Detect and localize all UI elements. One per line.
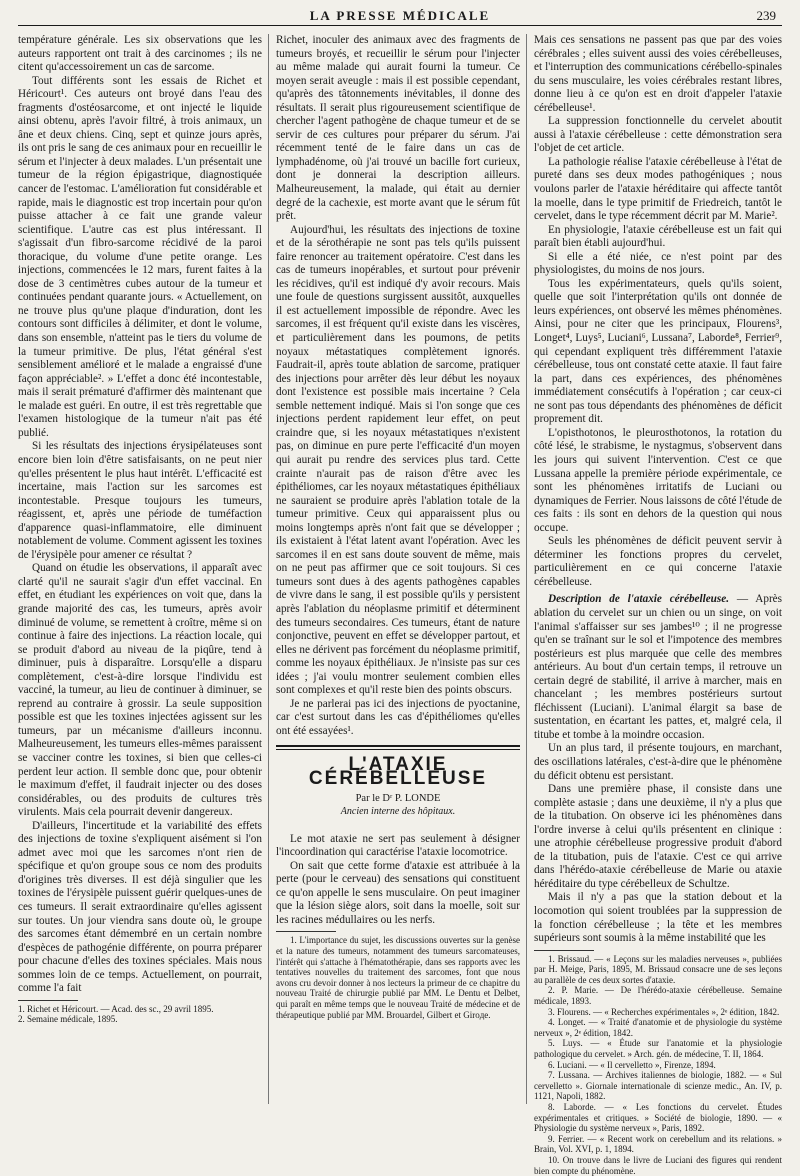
paragraph: Quand on étudie les observations, il apparaît avec clarté qu'il ne saurait s'agir d'un effet vaccinal. En effet, en étudiant les expériences on voit que, dans la grande majorité des cas, les tumeurs, après avoir diminué de volume, se remettent à croître, même si on continue à faire des injections. La réaction locale, qui se produit d'abord au niveau de la piqûre, tend à diminuer, puis à disparaître. Lorsqu'elle a disparu complètement, c'est-à-dire lorsque l'individu est vacciné, la tumeur, au lieu de continuer à diminuer, se reprend au contraire à grossir. La seule supposition possible est que les toxines injectées agissent sur les tumeurs, par un mécanisme d'ailleurs inconnu. Malheureusement, les tumeurs elles-mêmes paraissent se vacciner contre les toxines, si bien que celles-ci perdent leur action. Il semble donc que, pour obtenir le maximum d'effet, il faudrait injecter ou des doses considérables, ou des produits de cultures très virulents. Mais cela pourrait devenir dangereux. xyxy=(18,562,262,819)
article-separator-rule xyxy=(276,749,520,750)
footnote: 2. P. Marie. — De l'hérédo-ataxie cérébelleuse. Semaine médicale, 1893. xyxy=(534,985,782,1007)
paragraph: La pathologie réalise l'ataxie cérébelleuse à l'état de pureté dans ses deux modes pathogéniques ; nous voulons parler de l'ataxie héréditaire qui affecte tantôt la moelle, dans le type primitif de Friedreich, tantôt le cervelet, dans le type récemment décrit par M. Marie². xyxy=(534,155,782,223)
paragraph: Tous les expérimentateurs, quels qu'ils soient, quelle que soit l'interprétation qu'ils ont donnée de leurs expériences, ont observé les mêmes phénomènes. Ainsi, pour ne citer que les principaux, Flourens³, Longet⁴, Luys⁵, Luciani⁶, Lussana⁷, Laborde⁸, Ferrier⁹, qui cependant expliquent très différemment l'ataxie cérébelleuse, tous ont constaté cette ataxie. Il faut faire la part, dans ces expériences, des phénomènes immédiatement consécutifs à l'opération ; car ceux-ci ne sont pas tous dépendants des phénomènes de déficit proprement dit. xyxy=(534,277,782,426)
running-title: LA PRESSE MÉDICALE xyxy=(309,8,491,23)
paragraph: On sait que cette forme d'ataxie est attribuée à la perte (pour le cerveau) des sensations qui constituent ce qu'on appelle le sens musculaire. On peut imaginer que la lésion siège alors, soit dans la moelle, soit sur les racines médullaires ou les nerfs. xyxy=(276,859,520,926)
footnote-rule xyxy=(276,931,336,932)
paragraph: Un an plus tard, il présente toujours, en marchant, des oscillations latérales, c'est-à-dire que le phénomène du déficit obtenu est persistant. xyxy=(534,742,782,782)
paragraph-text: — Après ablation du cervelet sur un chien ou un singe, on voit l'animal s'affaisser sur ses jambes¹⁰ ; il ne progresse qu'en se traînant sur le sol et l'impotence des membres postérieurs est plus marquée que celle des membres antérieurs. Au bout d'un certain temps, il retrouve un certain degré de stabilité, il arrive à marcher, mais en chancelant ; les membres postérieurs surtout fléchissent (Luciani). L'animal élargit sa base de sustentation, en écartant les pattes, et, malgré cela, il titube et tombe à la moindre occasion. xyxy=(534,593,782,741)
footnote: 7. Lussana. — Archives italiennes de biologie, 1882. — « Sul cervelletto ». Giornale internationale di scienze medic., An. IV, p. 1121, Napoli, 1882. xyxy=(534,1070,782,1102)
paragraph: température générale. Les six observations que les auteurs rapportent ont trait à des carcinomes ; ils ne citent qu'accessoirement un cas de sarcome. xyxy=(18,34,262,74)
article-title: L'ATAXIE CÉRÉBELLEUSE xyxy=(308,754,488,789)
section-heading: Description de l'ataxie cérébelleuse. xyxy=(548,593,730,606)
paragraph: Si les résultats des injections érysipélateuses sont encore bien loin d'être satisfaisants, on ne peut nier qu'elles présentent le plus haut intérêt. L'efficacité est incertaine, mais l'action sur les sarcomes est incontestable. Presque toujours les tumeurs, réagissent, et, après une période de tuméfaction d'apparence quasi-inflammatoire, elle diminuent notablement de volume. Comment agissent les toxines de l'érysipèle pour amener ce résultat ? xyxy=(18,440,262,561)
footnote: 6. Luciani. — « Il cervelletto », Firenze, 1894. xyxy=(548,1059,716,1070)
page-number: 239 xyxy=(756,8,776,23)
footnote: 9. Ferrier. — « Recent work on cerebellum and its relations. » Brain, Vol. XVI, p. 1, 1894. xyxy=(534,1133,782,1155)
paragraph: Le mot ataxie ne sert pas seulement à désigner l'incoordination qui caractérise l'ataxie locomotrice. xyxy=(276,832,520,859)
paragraph: Dans une première phase, il consiste dans une complète astasie ; dans une deuxième, il n'y a plus que de la titubation. On observe ici les phénomènes dans l'ordre inverse à celui qu'ils présentent en clinique : une atrophie cérébelleuse progressive produit d'abord de la titubation, puis de l'ataxie. C'est ce qui arrive dans l'hérédo-ataxie cérébelleuse de Marie ou ataxie héréditaire du type cérébelleux de Schultze. xyxy=(534,783,782,890)
column-3 xyxy=(534,34,782,1176)
section-paragraph xyxy=(534,593,782,742)
footnote: 1. Richet et Héricourt. — Acad. des sc., 29 avril 1895. xyxy=(18,1003,214,1014)
paragraph: D'ailleurs, l'incertitude et la variabilité des effets des injections de toxine s'expliquent aisément si l'on admet avec moi que les sarcomes n'ont rien de spécifique et qu'on groupe sous ce nom des produits d'origines très diverses. Il est déjà singulier que les toxines de l'érysipèle puissent guérir quelques-unes de ces tumeurs. Il serait extraordinaire qu'elles agissent sur toutes. Un jour viendra sans doute où, le groupe des sarcomes étant démembré en un certain nombre d'espèces de pathogénie différente, on pourra préparer pour chacune d'elles des toxines spéciales. Mais nous sommes loin de ce temps. Actuellement, on pourrait, comme l'a fait xyxy=(18,819,262,995)
column-divider xyxy=(526,34,527,1104)
paragraph: Aujourd'hui, les résultats des injections de toxine et de la sérothérapie ne sont pas tels qu'ils puissent faire renoncer au traitement opératoire. C'est dans les cas de tumeurs inopérables, et surtout pour prévenir les récidives, qu'il est indiqué d'y avoir recours. Mais une foule de questions surgissent aussitôt, auxquelles il est actuellement impossible de répondre. Avec les sarcomes, il est fréquent qu'il existe dans les viscères, et particulièrement dans les poumons, de petits noyaux métastatiques complètement ignorés. Faudrait-il, après toute ablation de sarcome, pratiquer des injections pour arrêter dès leur début les noyaux dont l'existence est possible mais incertaine ? Cela semble nettement indiqué. Mais si l'on songe que ces injections perdent rapidement leur effet, on peut craindre que, si les noyaux métastatiques n'existent pas, on diminue en pure perte l'efficacité d'un moyen qui aurait pu rendre des services plus tard. Cette crainte n'aurait pas de raison d'être avec les épithéliomes, car les noyaux métastatiques épithéliaux ne sauraient se produire après l'ablation totale de la tumeur primitive. Ceux qui apparaissent plus ou moins longtemps après n'ont fait que se développer ; ils existaient à l'état latent avant l'opération. Avec les sarcomes il en est sans doute souvent de même, mais on ne peut pas affirmer que ce soit toujours. Si ces tumeurs sont dues à des agents pathogènes capables de vivre dans le sang, il est possible qu'ils y persistent après l'ablation du néoplasme primitif et déterminent des tumeurs secondaires. Ces tumeurs, étant de nature conjonctive, peuvent en effet se développer partout, et elles ne dérivent pas forcément du néoplasme primitif, comme les noyaux épithéliaux. Je n'insiste pas sur ces idées ; j'ai voulu montrer seulement combien elles sont complexes et qu'il reste bien des points obscurs. xyxy=(276,223,520,697)
column-divider xyxy=(268,34,269,1104)
footnote: 2. Semaine médicale, 1895. xyxy=(18,1014,118,1025)
footnote: 3. Flourens. — « Recherches expérimentales », 2ᵉ édition, 1842. xyxy=(548,1006,780,1017)
paragraph: La suppression fonctionnelle du cervelet aboutit aussi à l'ataxie cérébelleuse : cette démonstration sera l'objet de cet article. xyxy=(534,115,782,155)
paragraph: Tout différents sont les essais de Richet et Héricourt¹. Ces auteurs ont broyé dans l'eau des fragments d'ostéosarcome, et ont injecté le liquide ainsi obtenu, après l'avoir filtré, à trois animaux, un âne et deux chiens. Cinq, sept et quinze jours après, ils ont pris le sang de ces animaux pour en recueillir le sérum et l'injecter à deux malades. L'un présentait une tumeur de la région épigastrique, diagnostiquée cancer de l'estomac. L'amélioration fut considérable et rapide, mais le diagnostic est trop incertain pour qu'on puisse attacher à ce fait une grande valeur scientifique. L'autre cas est plus intéressant. Il s'agissait d'un fibro-sarcome récidivé de la paroi thoracique, du volume d'une petite orange. Les injections, commencées le 12 mars, furent faites à la dose de 3 centimètres cubes autour de la tumeur et continuées pendant quarante jours. « Actuellement, on ne trouve plus qu'une plaque d'induration, dont les contours sont difficiles à délimiter, et dont le volume, dans son ensemble, n'atteint pas le tiers du volume de la tumeur primitive. De plus, l'état général s'est sensiblement amélioré et le malade a engraissé d'une façon appréciable². » L'effet a donc été incontestable, mais il serait prématuré d'affirmer dès maintenant que le malade est guéri. En outre, il est très regrettable que l'examen histologique de la tumeur n'ait pas été publié. xyxy=(18,74,262,439)
footnote-rule xyxy=(534,950,594,951)
paragraph: Si elle a été niée, ce n'est point par des physiologistes, du moins de nos jours. xyxy=(534,250,782,277)
footnote: 8. Laborde. — « Les fonctions du cervelet. Études expérimentales et critiques. » Société de biologie, 1890. — « Physiologie du système nerveux », Paris, 1892. xyxy=(534,1101,782,1134)
footnote: 10. On trouve dans le livre de Luciani des figures qui rendent bien compte du phénomène. xyxy=(534,1154,782,1176)
article-byline: Par le Dʳ P. LONDE xyxy=(355,792,441,804)
article-separator-rule xyxy=(276,745,520,747)
paragraph: En physiologie, l'ataxie cérébelleuse est un fait qui paraît bien établi aujourd'hui. xyxy=(534,223,782,250)
footnote: 1. Brissaud. — « Leçons sur les maladies nerveuses », publiées par H. Meige, Paris, 1895, M. Brissaud consacre une de ses leçons au parallèle de ces deux sortes d'ataxie. xyxy=(534,953,782,985)
footnote: 5. Luys. — « Étude sur l'anatomie et la physiologie pathologique du cervelet. » Arch. gén. de médecine, T. II, 1864. xyxy=(534,1038,782,1059)
author-affiliation: Ancien interne des hôpitaux. xyxy=(340,806,456,818)
paragraph: Mais ces sensations ne passent pas que par des voies cérébrales ; elles suivent aussi des voies cérébelleuses, et l'interruption des communications cérébello-spinales du sens musculaire, les voies cérébrales restant libres, donne lieu à ce qu'on est en droit d'appeler l'ataxie cérébelleuse¹. xyxy=(534,34,782,114)
paragraph: Seuls les phénomènes de déficit peuvent servir à déterminer les fonctions propres du cervelet, particulièrement en ce qui concerne l'ataxie cérébelleuse. xyxy=(534,535,782,588)
paragraph: Richet, inoculer des animaux avec des fragments de tumeurs broyés, et recueillir le sérum pour l'injecter au même malade qui aurait fourni la tumeur. Ce moyen serait aveugle : mais il est possible cependant, qu'après des tâtonnements inévitables, il donne des résultats. Il serait plus rigoureusement scientifique de chercher l'agent pathogène de chaque tumeur et de se servir de ces cultures pour préparer du sérum. J'ai récemment tenté de le faire dans un cas de lymphadénome, où j'ai trouvé un bacille fort curieux, dont je donnerai la description ailleurs. Malheureusement, la malade, qui était au dernier degré de la cachexie, est morte avant que le sérum fût prêt. xyxy=(276,34,520,223)
column-2 xyxy=(276,34,520,1110)
footnote: 4. Longet. — « Traité d'anatomie et de physiologie du système nerveux », 2ᵉ édition, 1842. xyxy=(534,1017,782,1038)
footnote: 1. L'importance du sujet, les discussions ouvertes sur la genèse et la nature des tumeurs, notamment des tumeurs sarcomateuses, l'intérêt qui s'attache à l'hématothérapie, dans ses rapports avec les tentatives nouvelles du traitement des sarcomes, font que nous avons cru devoir donner à nos lecteurs la primeur de ce chapitre du nouveau Traité de chirurgie publié par MM. Le Dentu et Delbet, qui paraît en même temps que le nouveau Traité de médecine et de thérapeutique publié par MM. Brouardel, Gilbert et Giroде. xyxy=(276,935,520,1020)
column-1 xyxy=(18,34,262,1110)
paragraph: Je ne parlerai pas ici des injections de pyoctanine, car c'est surtout dans les cas d'épithéliomes qu'elles ont été essayées¹. xyxy=(276,697,520,737)
header-rule xyxy=(18,25,782,26)
paragraph: L'opisthotonos, le pleurosthotonos, la rotation du côté lésé, le strabisme, le nystagmus, s'observent dans les jours qui suivent l'intervention. C'est ce que Lussana appelle la première période expérimentale, ce sont les phénomènes irritatifs de Luciani ou dynamiques de Ferrier. Nous laissons de côté l'étude de ces faits : ils sont en dehors de la question qui nous occupe. xyxy=(534,426,782,534)
footnote-rule xyxy=(18,1000,78,1001)
paragraph: Mais il n'y a pas que la station debout et la locomotion qui soient troublées par la suppression de la fonction cérébelleuse ; la tête et les membres supérieurs sont soumis à la même instabilité que les xyxy=(534,891,782,945)
page-header xyxy=(0,0,800,30)
